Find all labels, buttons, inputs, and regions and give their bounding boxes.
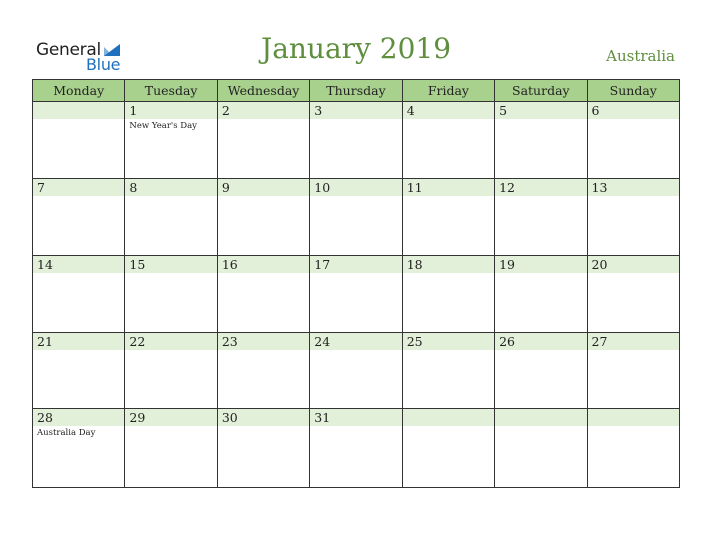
day-number: 30 bbox=[218, 409, 309, 426]
day-number: 26 bbox=[495, 333, 586, 350]
day-cell bbox=[495, 102, 587, 179]
weekday-header: Friday bbox=[402, 80, 494, 102]
logo-word-blue: Blue bbox=[86, 55, 121, 74]
day-cell bbox=[495, 256, 587, 333]
day-cell bbox=[310, 256, 402, 333]
day-cell bbox=[310, 102, 402, 179]
day-cell bbox=[33, 333, 125, 409]
day-number: 28 bbox=[33, 409, 124, 426]
day-number: 6 bbox=[588, 102, 679, 119]
day-number bbox=[495, 409, 586, 426]
day-number: 2 bbox=[218, 102, 309, 119]
day-cell bbox=[310, 333, 402, 409]
day-cell bbox=[495, 333, 587, 409]
day-number: 3 bbox=[310, 102, 401, 119]
day-cell bbox=[125, 256, 217, 333]
week-row bbox=[33, 179, 680, 256]
week-row bbox=[33, 333, 680, 409]
day-number: 5 bbox=[495, 102, 586, 119]
day-number: 25 bbox=[403, 333, 494, 350]
logo-word-general: General bbox=[36, 40, 101, 60]
day-number: 1 bbox=[125, 102, 216, 119]
day-number: 27 bbox=[588, 333, 679, 350]
day-number: 11 bbox=[403, 179, 494, 196]
day-cell bbox=[495, 409, 587, 488]
day-cell bbox=[33, 256, 125, 333]
day-cell bbox=[217, 409, 309, 488]
day-cell bbox=[33, 409, 125, 488]
day-number: 31 bbox=[310, 409, 401, 426]
day-cell bbox=[587, 102, 679, 179]
country-label: Australia bbox=[606, 47, 675, 65]
day-cell bbox=[495, 179, 587, 256]
day-number: 8 bbox=[125, 179, 216, 196]
day-number: 19 bbox=[495, 256, 586, 273]
day-number bbox=[33, 102, 124, 119]
day-cell bbox=[125, 102, 217, 179]
calendar-grid bbox=[32, 79, 680, 488]
day-cell bbox=[33, 179, 125, 256]
day-number: 29 bbox=[125, 409, 216, 426]
day-number: 21 bbox=[33, 333, 124, 350]
weekday-header: Saturday bbox=[495, 80, 587, 102]
day-cell bbox=[125, 409, 217, 488]
weekday-header: Sunday bbox=[587, 80, 679, 102]
day-number: 4 bbox=[403, 102, 494, 119]
day-number: 14 bbox=[33, 256, 124, 273]
week-row bbox=[33, 409, 680, 488]
day-number: 18 bbox=[403, 256, 494, 273]
day-cell bbox=[217, 179, 309, 256]
holiday-label: New Year's Day bbox=[129, 121, 197, 131]
day-cell bbox=[217, 256, 309, 333]
day-cell bbox=[587, 256, 679, 333]
day-cell bbox=[310, 409, 402, 488]
day-cell bbox=[402, 256, 494, 333]
holiday-label: Australia Day bbox=[37, 428, 96, 438]
day-cell bbox=[587, 333, 679, 409]
day-number: 16 bbox=[218, 256, 309, 273]
day-number: 24 bbox=[310, 333, 401, 350]
day-cell bbox=[587, 179, 679, 256]
day-number: 10 bbox=[310, 179, 401, 196]
day-cell bbox=[217, 102, 309, 179]
day-cell bbox=[125, 179, 217, 256]
day-number: 9 bbox=[218, 179, 309, 196]
day-cell bbox=[217, 333, 309, 409]
day-cell bbox=[402, 179, 494, 256]
weekday-header: Thursday bbox=[310, 80, 402, 102]
week-row bbox=[33, 102, 680, 179]
day-number: 22 bbox=[125, 333, 216, 350]
day-cell bbox=[402, 409, 494, 488]
day-cell bbox=[402, 102, 494, 179]
page-title: January 2019 bbox=[260, 32, 452, 65]
day-number bbox=[403, 409, 494, 426]
day-number: 12 bbox=[495, 179, 586, 196]
weekday-header: Tuesday bbox=[125, 80, 217, 102]
weekday-header-row bbox=[33, 80, 680, 102]
day-cell bbox=[587, 409, 679, 488]
day-number: 13 bbox=[588, 179, 679, 196]
day-cell bbox=[125, 333, 217, 409]
day-number: 7 bbox=[33, 179, 124, 196]
weekday-header: Monday bbox=[33, 80, 125, 102]
week-row bbox=[33, 256, 680, 333]
day-number: 15 bbox=[125, 256, 216, 273]
day-cell bbox=[310, 179, 402, 256]
day-number bbox=[588, 409, 679, 426]
day-number: 20 bbox=[588, 256, 679, 273]
weekday-header: Wednesday bbox=[217, 80, 309, 102]
day-cell bbox=[33, 102, 125, 179]
day-cell bbox=[402, 333, 494, 409]
day-number: 23 bbox=[218, 333, 309, 350]
day-number: 17 bbox=[310, 256, 401, 273]
